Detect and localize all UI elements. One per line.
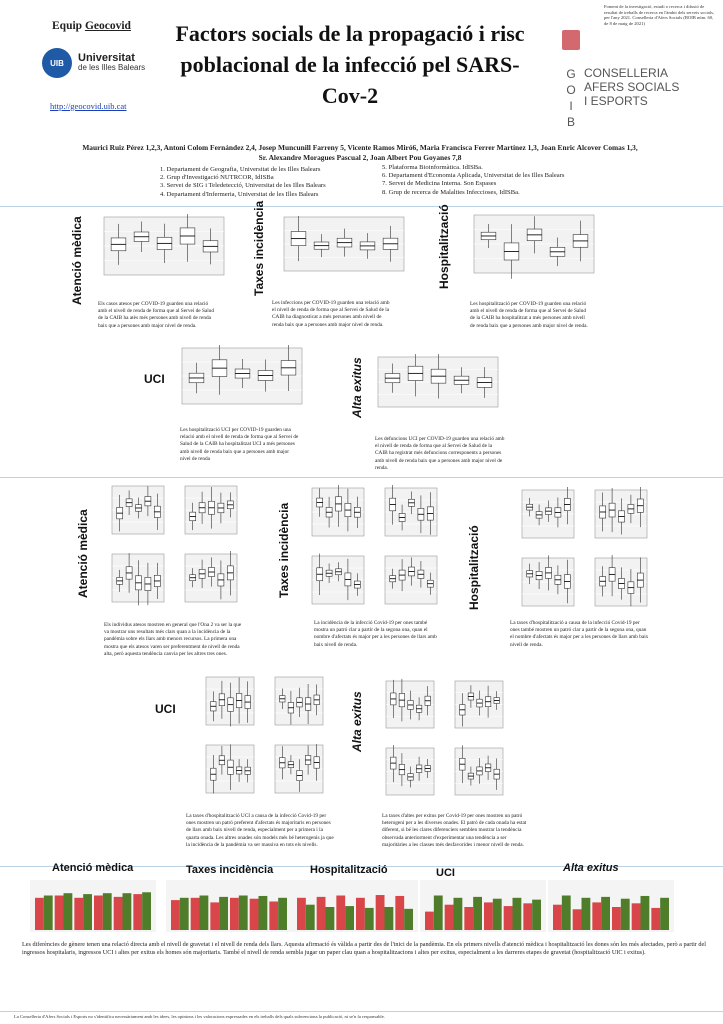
grid-exitus-wave-3 xyxy=(374,745,437,806)
bar-female xyxy=(55,896,64,931)
bar-male xyxy=(601,897,610,930)
bar-female xyxy=(651,908,660,930)
bar-male xyxy=(278,898,287,930)
boxplot-atencio xyxy=(92,214,227,286)
affiliation: 5. Plataforma Bioinformàtica. IdISBa. xyxy=(382,164,483,171)
grid-taxes-wave-1 xyxy=(300,485,367,547)
section2-label-2: Taxes incidència xyxy=(277,502,291,598)
bar-male xyxy=(454,898,463,930)
grid-taxes-wave-2 xyxy=(373,485,440,547)
bar-female xyxy=(317,897,326,930)
geocovid-link[interactable]: http://geocovid.uib.cat xyxy=(50,101,127,111)
section1-label-1: Atenció mèdica xyxy=(70,216,84,305)
bar-female xyxy=(592,902,601,930)
bar-male xyxy=(200,896,209,931)
conselleria-name xyxy=(584,66,679,108)
bar-female xyxy=(269,901,278,930)
bar-male xyxy=(142,892,151,930)
bar-male xyxy=(44,896,53,931)
bar-male xyxy=(103,893,112,930)
section1-caption-3: Les hospitalització per COVID-19 guarden una relació amb el nivell de renda de forma que al Servei de Salud de la CAIB ha hospitalitzat a més persones amb nivell de renda baix que a persones amb major nivel de renda. xyxy=(470,301,588,329)
section1-caption-2: Les infeccions per COVID-19 guarden una relació amb el nivell de renda de forma que al Servei de Salud de la CAIB ha diagnosticat a més persones amb nivell de renda baix que a persones amb major nivel de renda. xyxy=(272,300,390,328)
bar-male xyxy=(582,898,591,930)
conselleria-line: AFERS SOCIALS xyxy=(584,80,680,94)
bar-male xyxy=(83,894,92,930)
section3-label-4: UCI xyxy=(436,867,455,879)
section2-caption-1: Els individus atesos mostren en general que l'Ona 2 va ser la que va mostrar uns resultats més clars quan a la incidència de la pandèmia sobre els llars amb menors recursos. La primera ona mostra que els atesos varen ser preferentment de nivell de renda alta, però aquesta tendència canvia per les altres tres ones. xyxy=(104,622,242,657)
affiliation: 4. Departament d'Infermeria, Universitat de les Illes Balears xyxy=(160,190,319,198)
affiliation: 7. Servei de Medicina Interna. Son Espases xyxy=(382,180,497,188)
affiliations-right xyxy=(382,164,622,197)
goib-letter: B xyxy=(566,115,575,129)
bar-female xyxy=(484,902,493,930)
bar-male xyxy=(621,899,630,930)
conselleria-line: CONSELLERIA xyxy=(584,66,669,80)
grid-atencio-wave-1 xyxy=(100,483,167,545)
bar-female xyxy=(297,898,306,930)
goib-letter: O xyxy=(566,83,576,97)
bar-male xyxy=(562,896,571,931)
bar-male xyxy=(306,905,315,930)
bar-female xyxy=(74,898,83,930)
bar-female xyxy=(464,907,473,930)
grid-exitus-wave-4 xyxy=(443,745,506,806)
bar-male xyxy=(180,898,189,930)
divider xyxy=(0,477,723,478)
boxplot-hospitalitzacio xyxy=(462,212,597,284)
grid-uci-wave-1 xyxy=(194,674,257,736)
bar-male xyxy=(493,899,502,930)
bar-female xyxy=(210,902,219,930)
bar-female xyxy=(230,898,239,930)
gender-chart-taxes xyxy=(166,880,292,932)
boxplot-exitus xyxy=(366,354,501,418)
bar-female xyxy=(336,896,345,931)
author-list xyxy=(30,143,690,163)
bar-female xyxy=(445,905,454,930)
divider xyxy=(0,1011,723,1012)
bar-male xyxy=(239,896,248,931)
bar-female xyxy=(35,898,44,930)
grid-atencio-wave-2 xyxy=(173,483,240,545)
gender-chart-exitus xyxy=(548,880,674,932)
grid-taxes-wave-3 xyxy=(300,553,367,615)
bar-male xyxy=(219,897,228,930)
uib-emblem-icon: UIB xyxy=(42,48,72,78)
bar-female xyxy=(356,898,365,930)
grid-taxes-wave-4 xyxy=(373,553,440,615)
bar-male xyxy=(434,896,443,931)
section2-caption-2: La incidència de la infecció Covid-19 per ones també mostra un patró clar a partir de la segona ona, quan el nombre d'afectats és major per a les persones de llars amb baix nivell de renda. xyxy=(314,620,437,648)
conselleria-line: I ESPORTS xyxy=(584,94,648,108)
affiliations-left xyxy=(160,166,382,199)
bar-male xyxy=(473,897,482,930)
bar-female xyxy=(573,909,582,930)
affiliation: 3. Servei de SIG i Teledetecció, Universitat de les Illes Balears xyxy=(160,182,326,190)
gender-chart-hospitalitzacio xyxy=(292,880,418,932)
grid-uci-wave-2 xyxy=(263,674,326,736)
section3-label-1: Atenció mèdica xyxy=(52,862,134,874)
bar-female xyxy=(612,907,621,930)
section1-label-2: Taxes incidència xyxy=(252,200,266,296)
boxplot-uci xyxy=(170,345,305,415)
section1-caption-1: Els casos atesos per COVID-19 guarden una relació amb el nivell de renda de forma que al Servei de Salud de la CAIB ha atès més persones amb nivell de renda baix que a persones amb major nivel de renda. xyxy=(98,301,215,329)
grid-exitus-wave-2 xyxy=(443,678,506,739)
bar-male xyxy=(259,896,268,930)
poster-title: Factors socials de la propagació i risc poblacional de la infecció pel SARS-Cov-2 xyxy=(175,21,525,108)
grid-uci-wave-3 xyxy=(194,742,257,804)
boxplot-taxes xyxy=(272,214,407,282)
section1-label-4: UCI xyxy=(144,372,165,386)
bar-male xyxy=(123,893,132,930)
grid-exitus-wave-1 xyxy=(374,678,437,739)
bar-female xyxy=(425,912,434,930)
bar-male xyxy=(365,908,374,930)
goib-letter: I xyxy=(569,99,573,113)
section1-label-3: Hospitalització xyxy=(437,204,451,289)
bar-male xyxy=(345,906,354,930)
affiliation: 8. Grup de recerca de Malalties Infeccioses, IdISBa. xyxy=(382,188,520,196)
uib-name-line1: Universitat xyxy=(78,52,135,64)
bar-female xyxy=(114,897,123,930)
goib-emblem-icon xyxy=(562,30,580,50)
bar-male xyxy=(326,907,335,930)
bar-female xyxy=(553,905,562,930)
section2-label-5: Alta exitus xyxy=(350,691,364,752)
grid-hospitalitzacio-wave-2 xyxy=(583,487,650,549)
bar-male xyxy=(660,898,669,930)
goib-letter: G xyxy=(566,67,576,81)
section2-label-4: UCI xyxy=(155,702,176,716)
grid-uci-wave-4 xyxy=(263,742,326,804)
uib-name-line2: de les Illes Balears xyxy=(78,63,146,72)
bar-female xyxy=(504,906,513,930)
gender-chart-uci xyxy=(420,880,546,932)
goib-letters xyxy=(564,66,578,130)
disclaimer: La Conselleria d'Afers Socials i Esports no s'identifica necessàriament amb les idees, les opinions i les valoracions expressades en els treballs dels quals subvenciona la publicació, ni se'n fa responsable. xyxy=(14,1014,385,1019)
section2-caption-4: La taxes d'hospitalització UCI a causa de la infecció Covid-19 per ones mostren un patró preferent d'afectats és majoritaris en persones de llars amb baix nivell de renda, especialment per a primera i la quarta onada. Les altres onades són models més bé heterogenis ja que la incidència de la pandèmia va ser massiva en tots els nivells. xyxy=(186,813,334,848)
section2-caption-5: La taxes d'altes per exitus per Covid-19 per ones mostren un patró heterogeni per a les diverses onades. El patró de cada onada ha estat diferent, si bé les clares diferenciers semblen mostrar la tendència observada anteriorment d'experimentar una tendència a ser majoritàries a les classes més desfavorides i menor nivell de renda. xyxy=(382,813,527,848)
bar-male xyxy=(641,896,650,930)
affiliation: 1. Departament de Geografia, Universitat de les Illes Balears xyxy=(160,166,321,173)
affiliation: 2. Grup d'Investigació NUTRCOR, IdISBa xyxy=(160,174,274,182)
grid-atencio-wave-4 xyxy=(173,551,240,613)
section2-label-1: Atenció mèdica xyxy=(76,509,90,598)
bar-female xyxy=(376,895,385,930)
bar-female xyxy=(191,898,200,930)
section2-caption-3: La taxes d'hospitalització a causa de la infecció Covid-19 per ones també mostren un patró clar a partir de la segona ona, quan el nombre d'afectats és major per a les persones de llars amb baix nivell de renda. xyxy=(510,620,649,648)
bar-female xyxy=(171,900,180,930)
uib-logo xyxy=(42,48,145,78)
section1-caption-4: Les hospitalització UCI per COVID-19 guarden una relació amb el nivell de renda de forma que al Servei de Salud de la CAIB ha hospitalitzat UCI a més persones amb nivell de renda baix que a persones amb major nivel de renda xyxy=(180,427,299,462)
bar-male xyxy=(404,909,413,930)
section2-label-3: Hospitalització xyxy=(467,525,481,610)
grid-hospitalitzacio-wave-3 xyxy=(510,555,577,617)
author-line-2: Sr. Alexandre Moragues Pascual 2, Joan Albert Pou Goyanes 7,8 xyxy=(258,153,462,162)
section1-label-5: Alta exitus xyxy=(350,357,364,418)
funding-note: Foment de la investigació, estudi o recerca i difusió de resultat de treballs de recerca en l'àmbit dels serveis socials, per l'any 2021. Conselleria d'Afers Socials (BOIB núm. 60, de 8 de maig de 2021) xyxy=(604,4,715,26)
section3-label-5: Alta exitus xyxy=(563,862,619,874)
bar-male xyxy=(532,900,541,930)
section1-caption-5: Les defuncions UCI per COVID-19 guarden una relació amb el nivell de renda de forma que al Servei de Salud de la CAIB ha registrat més defuncions corresponents a persones amb nivell de renda baix que a persones amb major nivel de renda. xyxy=(375,436,505,471)
grid-atencio-wave-3 xyxy=(100,551,167,613)
section3-label-2: Taxes incidència xyxy=(186,864,274,876)
divider xyxy=(0,206,723,207)
bar-female xyxy=(133,894,142,930)
bar-female xyxy=(523,903,532,930)
bar-female xyxy=(94,896,103,931)
section3-label-3: Hospitalització xyxy=(310,864,388,876)
bar-female xyxy=(250,899,259,930)
bar-male xyxy=(64,893,73,930)
author-line-1: Maurici Ruiz Pérez 1,2,3, Antoni Colom Fernández 2,4, Josep Muncunill Farreny 5, Vicente Ramos Miró6, Maria Francisca Ferrer Martínez 1,3, Joan Enric Alcover Comas 1,3, xyxy=(82,143,638,152)
bar-male xyxy=(385,907,394,930)
team-name: Equip Geocovid xyxy=(52,20,131,32)
bar-female xyxy=(632,903,641,930)
gender-chart-atencio xyxy=(30,880,156,932)
grid-hospitalitzacio-wave-1 xyxy=(510,487,577,549)
gender-summary: Les diferències de gènere tenen una relació directa amb el nivell de gravetat i el nivell de renda dels llars. Aquesta afirmació és vàlida a partir des de l'inici de la pandèmia. En els primers nivells d'atenció mèdica i hospitalització les dones són les més afectades, però a partir del ingressos hospitalaris, ingressos UCI i altes per exitus els homes són majoritaris. També el nivell de renda sembla jugar un paper clau quan a hospitalitzacions i altes per exitus, especialment a les darreres etapes de gravetat (hospitalització UIC i exitus). xyxy=(22,941,706,957)
bar-female xyxy=(395,896,404,930)
affiliation: 6. Departament d'Economia Aplicada, Universitat de les Illes Balears xyxy=(382,172,565,180)
grid-hospitalitzacio-wave-4 xyxy=(583,555,650,617)
bar-male xyxy=(513,898,522,930)
